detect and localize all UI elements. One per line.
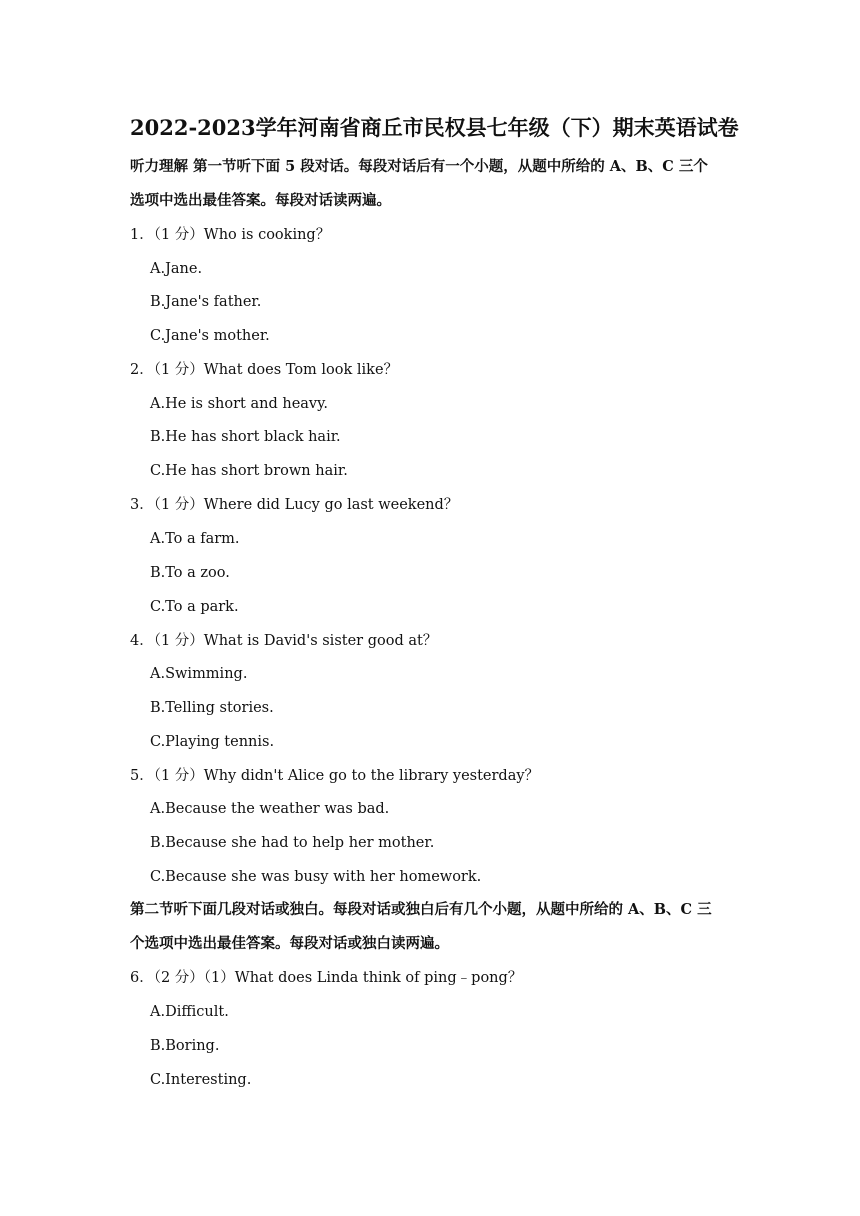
question-4-stem: 4．（1 分）What is David's sister good at？ [130, 633, 438, 649]
question-6-option-a: A.Difficult. [150, 1004, 229, 1020]
question-5-option-c: C.Because she was busy with her homework. [150, 869, 482, 885]
question-3-option-b: B.To a zoo. [150, 565, 230, 581]
question-2-option-b: B.He has short black hair. [150, 429, 341, 445]
section-1-line-2: 选项中选出最佳答案。每段对话读两遍。 [130, 192, 391, 209]
question-1-stem: 1．（1 分）Who is cooking？ [130, 227, 331, 243]
question-3-stem: 3．（1 分）Where did Lucy go last weekend？ [130, 497, 459, 513]
section-2-instructions [130, 893, 732, 961]
question-4-option-a: A.Swimming. [150, 666, 248, 682]
question-5-stem: 5．（1 分）Why didn't Alice go to the library yesterday？ [130, 768, 540, 784]
section-1-line-1: 听力理解 第一节听下面 5 段对话。每段对话后有一个小题，从题中所给的 A、B、C 三个 [130, 158, 708, 175]
question-3-option-a: A.To a farm. [150, 531, 240, 547]
question-6-option-b: B.Boring. [150, 1038, 220, 1054]
section-1-instructions [130, 150, 732, 218]
question-5-option-b: B.Because she had to help her mother. [150, 835, 435, 851]
section-2-line-2: 个选项中选出最佳答案。每段对话或独白读两遍。 [130, 935, 449, 952]
question-5-option-a: A.Because the weather was bad. [150, 801, 390, 817]
question-1-option-a: A.Jane. [150, 261, 203, 277]
question-3-option-c: C.To a park. [150, 599, 239, 615]
question-2-option-a: A.He is short and heavy. [150, 396, 328, 412]
page-title: 2022-2023学年河南省商丘市民权县七年级（下）期末英语试卷 [130, 115, 739, 140]
question-2-stem: 2．（1 分）What does Tom look like？ [130, 362, 399, 378]
question-4-option-b: B.Telling stories. [150, 700, 274, 716]
question-6-stem: 6．（2 分）（1）What does Linda think of ping﹣pong？ [130, 970, 523, 986]
section-2-line-1: 第二节听下面几段对话或独白。每段对话或独白后有几个小题，从题中所给的 A、B、C 三 [130, 901, 712, 918]
question-6-option-c: C.Interesting. [150, 1072, 252, 1088]
question-4-option-c: C.Playing tennis. [150, 734, 275, 750]
question-2-option-c: C.He has short brown hair. [150, 463, 348, 479]
question-1-option-b: B.Jane's father. [150, 294, 262, 310]
question-1-option-c: C.Jane's mother. [150, 328, 270, 344]
